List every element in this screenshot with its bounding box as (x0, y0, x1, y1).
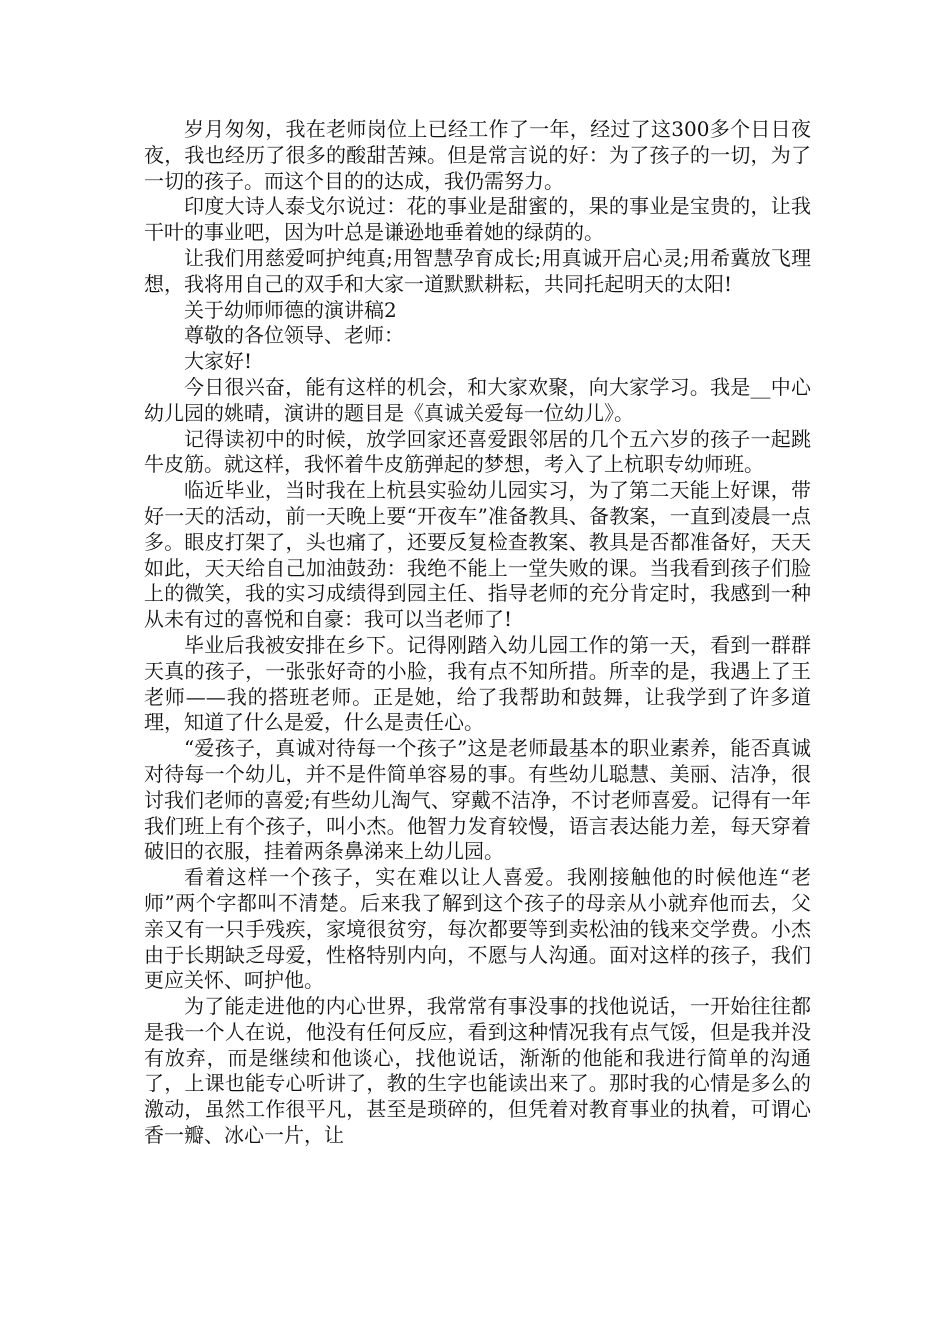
speech-title: 关于幼师师德的演讲稿2 (184, 297, 397, 322)
paragraph: 印度大诗人泰戈尔说过：花的事业是甜蜜的，果的事业是宝贵的，让我干叶的事业吧，因为叶总是谦逊地垂着她的绿荫的。 (144, 194, 811, 245)
document-body (144, 117, 811, 1149)
salutation: 尊敬的各位领导、老师： (184, 323, 404, 348)
paragraph: 为了能走进他的内心世界，我常常有事没事的找他说话，一开始往往都是我一个人在说，他没有任何反应，看到这种情况我有点气馁，但是我并没有放弃，而是继续和他谈心，找他说话，渐渐的他能和我进行简单的沟通了，上课也能专心听讲了，教的生字也能读出来了。那时我的心情是多么的激动，虽然工作很平凡，甚至是琐碎的，但凭着对教育事业的执着，可谓心香一瓣、冰心一片，让 (144, 994, 811, 1148)
paragraph: 让我们用慈爱呵护纯真;用智慧孕育成长;用真诚开启心灵;用希冀放飞理想，我将用自己的双手和大家一道默默耕耘，共同托起明天的太阳! (144, 245, 811, 296)
paragraph: 临近毕业，当时我在上杭县实验幼儿园实习，为了第二天能上好课，带好一天的活动，前一天晚上要“开夜车”准备教具、备教案，一直到凌晨一点多。眼皮打架了，头也痛了，还要反复检查教案、教具是否都准备好，天天如此，天天给自己加油鼓劲：我绝不能上一堂失败的课。当我看到孩子们脸上的微笑，我的实习成绩得到园主任、指导老师的充分肯定时，我感到一种从未有过的喜悦和自豪：我可以当老师了! (144, 478, 811, 632)
paragraph: 岁月匆匆，我在老师岗位上已经工作了一年，经过了这300多个日日夜夜，我也经历了很多的酸甜苦辣。但是常言说的好：为了孩子的一切，为了一切的孩子。而这个目的的达成，我仍需努力。 (144, 117, 811, 193)
paragraph: 今日很兴奋，能有这样的机会，和大家欢聚，向大家学习。我是__中心幼儿园的姚晴，演讲的题目是《真诚关爱每一位幼儿》。 (144, 374, 811, 425)
paragraph: 毕业后我被安排在乡下。记得刚踏入幼儿园工作的第一天，看到一群群天真的孩子，一张张好奇的小脸，我有点不知所措。所幸的是，我遇上了王老师——我的搭班老师。正是她，给了我帮助和鼓舞，让我学到了许多道理，知道了什么是爱，什么是责任心。 (144, 632, 811, 735)
paragraph: 看着这样一个孩子，实在难以让人喜爱。我刚接触他的时候他连“老师”两个字都叫不清楚。后来我了解到这个孩子的母亲从小就弃他而去，父亲又有一只手残疾，家境很贫穷，每次都要等到卖松油的钱来交学费。小杰由于长期缺乏母爱，性格特别内向，不愿与人沟通。面对这样的孩子，我们更应关怀、呵护他。 (144, 865, 811, 993)
greeting: 大家好! (184, 349, 253, 374)
paragraph: 记得读初中的时候，放学回家还喜爱跟邻居的几个五六岁的孩子一起跳牛皮筋。就这样，我怀着牛皮筋弹起的梦想，考入了上杭职专幼师班。 (144, 426, 811, 477)
paragraph: “爱孩子，真诚对待每一个孩子”这是老师最基本的职业素养，能否真诚对待每一个幼儿，并不是件简单容易的事。有些幼儿聪慧、美丽、洁净，很讨我们老师的喜爱;有些幼儿淘气、穿戴不洁净，不讨老师喜爱。记得有一年我们班上有个孩子，叫小杰。他智力发育较慢，语言表达能力差，每天穿着破旧的衣服，挂着两条鼻涕来上幼儿园。 (144, 736, 811, 864)
